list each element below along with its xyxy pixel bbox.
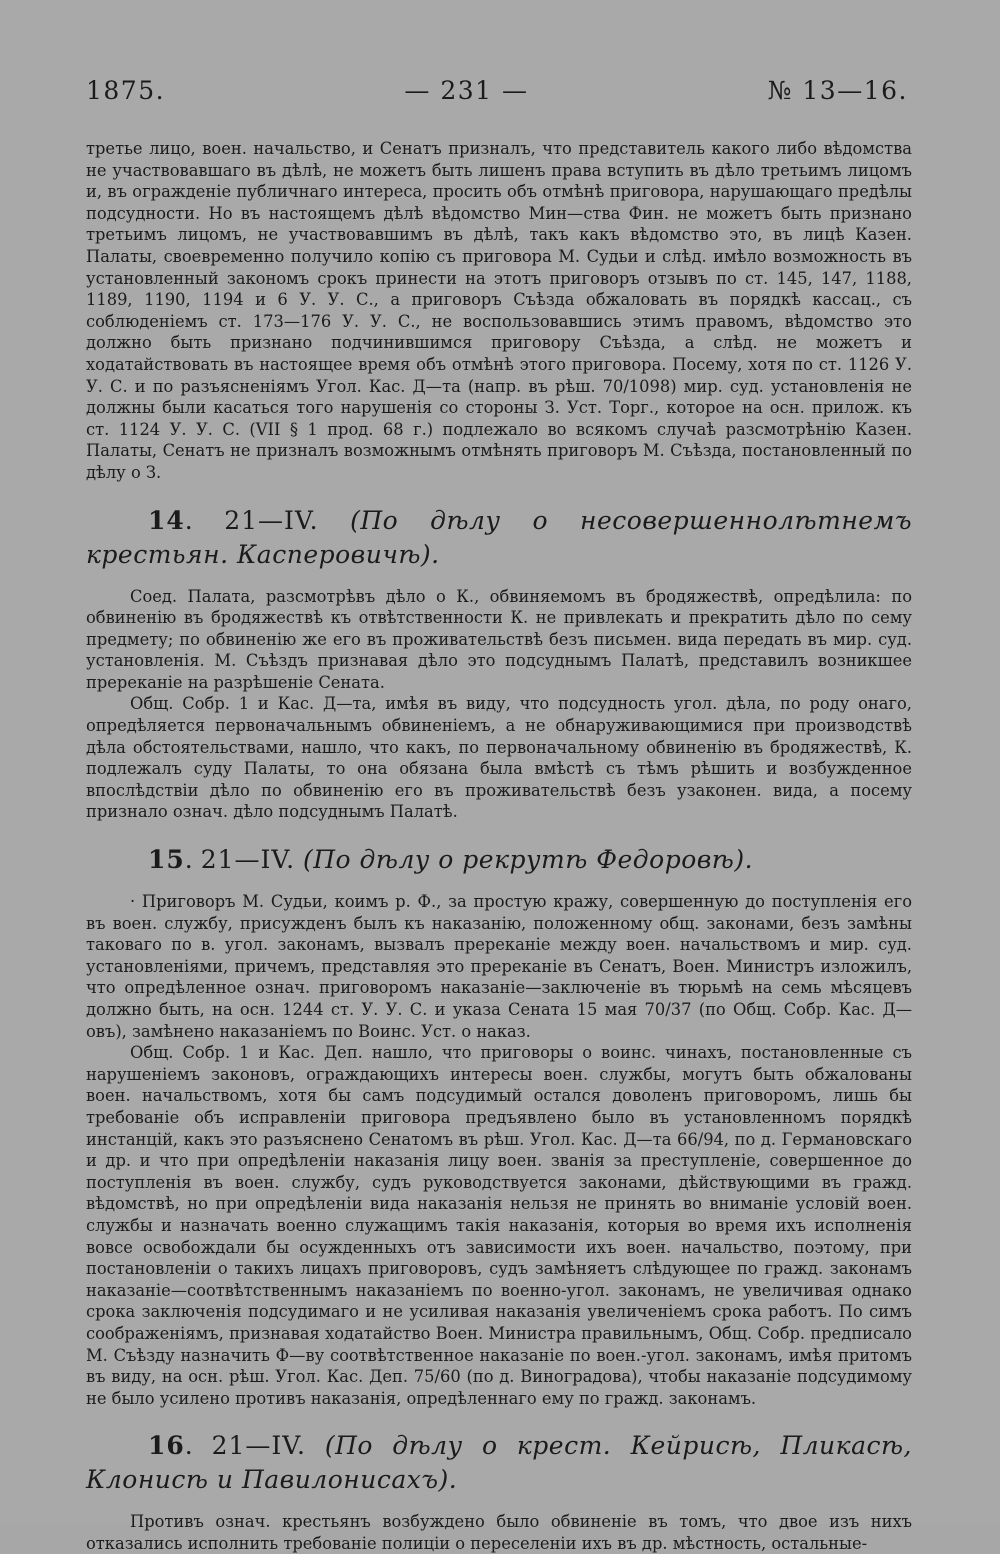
entry-number: 15 — [148, 845, 185, 875]
entry-paragraph: · Приговоръ М. Судьи, коимъ р. Ф., за простую кражу, совершенную до поступленія его въ воен. службу, присужденъ былъ къ наказанію, положенному общ. законами, безъ замѣны таковаго по в. угол. законамъ, вызвалъ пререканіе между воен. начальствомъ и мир. суд. установленіями, причемъ, представляя это пререканіе въ Сенатъ, Воен. Министръ изложилъ, что опредѣленное означ. приговоромъ наказаніе—заключеніе въ тюрьмѣ на семь мѣсяцевъ должно быть, на осн. 1244 ст. У. У. С. и указа Сената 15 мая 70/37 (по Общ. Собр. Кас. Д—овъ), замѣнено наказаніемъ по Воинс. Уст. о наказ. — [86, 892, 912, 1041]
entry-date: 21—IV. — [224, 505, 319, 535]
entry-heading: 14. 21—IV. (По дѣлу о несовершеннолѣтнемъ крестьян. Касперовичѣ). — [86, 505, 912, 569]
entry-title: (По дѣлу о несовершеннолѣтнемъ крестьян. Касперовичѣ). — [86, 505, 912, 569]
entry-title: (По дѣлу о крест. Кейрисѣ, Пликасѣ, Клонисѣ и Павилонисахъ). — [86, 1431, 912, 1495]
entry-paragraph: Общ. Собр. 1 и Кас. Д—та, имѣя въ виду, что подсудность угол. дѣла, по роду онаго, опредѣляется первоначальнымъ обвиненіемъ, а не обнаруживающимися при производствѣ дѣла обстоятельствами, нашло, что какъ, по первоначальному обвиненію въ бродяжествѣ, К. подлежалъ суду Палаты, то она обязана была вмѣстѣ съ тѣмъ рѣшить и возбужденное впослѣдствіи дѣло по обвиненію его въ проживательствѣ безъ узаконен. вида, а посему признало означ. дѣло подсуднымъ Палатѣ. — [86, 694, 912, 822]
entry-heading: 15. 21—IV. (По дѣлу о рекрутѣ Федоровѣ). — [148, 845, 754, 875]
body-text — [86, 138, 912, 1554]
entry-number: 16 — [148, 1431, 185, 1461]
intro-paragraph: третье лицо, воен. начальство, и Сенатъ призналъ, что представитель какого либо вѣдомства не участвовавшаго въ дѣлѣ, не можетъ быть лишенъ права вступить въ дѣло третьимъ лицомъ и, въ огражденіе публичнаго интереса, просить объ отмѣнѣ приговора, нарушающаго предѣлы подсудности. Но въ настоящемъ дѣлѣ вѣдомство Мин—ства Фин. не можетъ быть признано третьимъ лицомъ, не участвовавшимъ въ дѣлѣ, такъ какъ вѣдомство это, въ лицѣ Казен. Палаты, своевременно получило копію съ приговора М. Судьи и слѣд. имѣло возможность въ установленный закономъ срокъ принести на этотъ приговоръ отзывъ по ст. 145, 147, 1188, 1189, 1190, 1194 и 6 У. У. С., а приговоръ Съѣзда обжаловать въ порядкѣ кассац., съ соблюденіемъ ст. 173—176 У. У. С., не воспользовавшись этимъ правомъ, вѣдомство это должно быть признано подчинившимся приговору Съѣзда, а слѣд. не можетъ и ходатайствовать въ настоящее время объ отмѣнѣ этого приговора. Посему, хотя по ст. 1126 У. У. С. и по разъясненіямъ Угол. Кас. Д—та (напр. въ рѣш. 70/1098) мир. суд. установленія не должны были касаться того нарушенія со стороны З. Уст. Торг., которое на осн. прилож. къ ст. 1124 У. У. С. (VII § 1 прод. 68 г.) подлежало во всякомъ случаѣ разсмотрѣнію Казен. Палаты, Сенатъ не призналъ возможнымъ отмѣнять приговоръ М. Съѣзда, постановленный по дѣлу о З. — [86, 139, 912, 482]
entry-heading: 16. 21—IV. (По дѣлу о крест. Кейрисѣ, Пликасѣ, Клонисѣ и Павилонисахъ). — [86, 1431, 912, 1495]
entry-paragraph: Противъ означ. крестьянъ возбуждено было обвиненіе въ томъ, что двое изъ нихъ отказались исполнить требованіе полиціи о переселеніи ихъ въ др. мѣстность, остальные- — [86, 1512, 912, 1553]
header-year: 1875. — [86, 76, 166, 105]
running-header — [86, 76, 908, 105]
entry-date: 21—IV. — [211, 1431, 306, 1461]
entry-title: (По дѣлу о рекрутѣ Федоровѣ). — [302, 845, 754, 875]
entry-number: 14 — [148, 505, 185, 535]
header-issue-number: № 13—16. — [767, 76, 908, 105]
entry-date: 21—IV. — [200, 845, 296, 875]
entry-paragraph: Общ. Собр. 1 и Кас. Деп. нашло, что приговоры о воинс. чинахъ, постановленные съ нарушеніемъ законовъ, ограждающихъ интересы воен. службы, могутъ быть обжалованы воен. начальствомъ, хотя бы самъ подсудимый остался доволенъ приговоромъ, лишь бы требованіе объ исправленіи приговора предъявлено было въ установленномъ порядкѣ инстанцій, какъ это разъяснено Сенатомъ въ рѣш. Угол. Кас. Д—та 66/94, по д. Германовскаго и др. и что при опредѣленіи наказанія лицу воен. званія за преступленіе, совершенное до поступленія въ воен. службу, судъ руководствуется законами, дѣйствующими въ гражд. вѣдомствѣ, но при опредѣленіи вида наказанія нельзя не принять во вниманіе условій воен. службы и назначать военно служащимъ такія наказанія, которыя во время ихъ исполненія вовсе освобождали бы осужденныхъ отъ зависимости ихъ воен. начальство, поэтому, при постановленіи о такихъ лицахъ приговоровъ, судъ замѣняетъ слѣдующее по гражд. законамъ наказаніе—соотвѣтственнымъ наказаніемъ по военно-угол. законамъ, не увеличивая однако срока заключенія подсудимаго и не усиливая наказанія увеличеніемъ срока работъ. По симъ соображеніямъ, признавая ходатайство Воен. Министра правильнымъ, Общ. Собр. предписало М. Съѣзду назначить Ф—ву соотвѣтственное наказаніе по воен.-угол. законамъ, имѣя притомъ въ виду, на осн. рѣш. Угол. Кас. Деп. 75/60 (по д. Виноградова), чтобы наказаніе подсудимому не было усилено противъ наказанія, опредѣленнаго ему по гражд. законамъ. — [86, 1043, 912, 1408]
header-page-number: — 231 — — [404, 76, 529, 105]
entry-paragraph: Соед. Палата, разсмотрѣвъ дѣло о К., обвиняемомъ въ бродяжествѣ, опредѣлила: по обвиненію въ бродяжествѣ къ отвѣтственности К. не привлекать и прекратить дѣло по сему предмету; по обвиненію же его въ проживательствѣ безъ письмен. вида передать въ мир. суд. установленія. М. Съѣздъ признавая дѣло это подсуднымъ Палатѣ, представилъ возникшее пререканіе на разрѣшеніе Сената. — [86, 586, 912, 692]
